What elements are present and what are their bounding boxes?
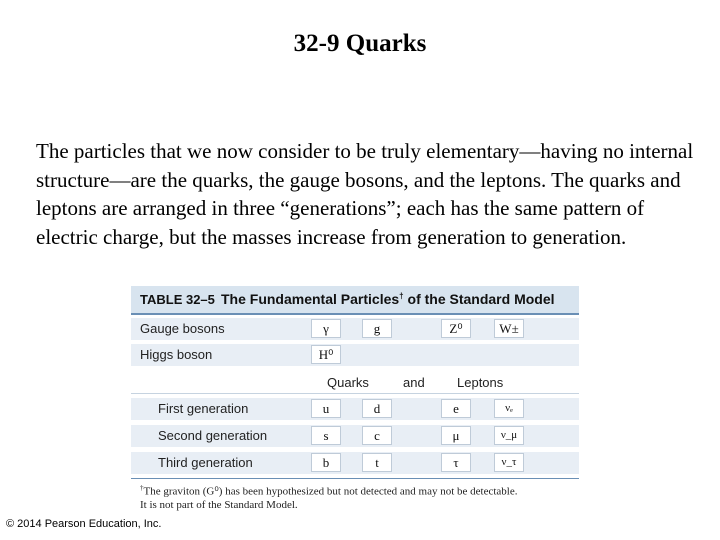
header-divider [131,393,579,394]
and-header: and [403,375,425,390]
muon-neutrino-cell: ν_μ [494,426,524,445]
electron-cell: e [441,399,471,418]
strange-quark-cell: s [311,426,341,445]
gauge-bosons-label: Gauge bosons [140,321,225,336]
leptons-header: Leptons [457,375,504,390]
tau-cell: τ [441,453,471,472]
table-header [131,286,579,315]
up-quark-cell: u [311,399,341,418]
down-quark-cell: d [362,399,392,418]
bottom-quark-cell: b [311,453,341,472]
electron-neutrino-cell: νₑ [494,399,524,418]
gauge-bosons-row [131,318,579,340]
second-generation-row [131,425,579,447]
w-boson-cell: W± [494,319,524,338]
copyright-notice: © 2014 Pearson Education, Inc. [6,518,162,530]
third-generation-row [131,452,579,474]
first-generation-label: First generation [158,401,249,416]
footnote-divider [131,478,579,479]
third-generation-label: Third generation [158,455,253,470]
slide-title: 32-9 Quarks [293,30,427,57]
higgs-cell: H⁰ [311,345,341,364]
second-generation-label: Second generation [158,428,268,443]
quarks-header: Quarks [327,375,369,390]
muon-cell: μ [441,426,471,445]
table-label: TABLE 32–5 [140,292,215,307]
first-generation-row [131,398,579,420]
gluon-cell: g [362,319,392,338]
intro-paragraph: The particles that we now consider to be truly elementary—having no internal structure—are the quarks, the gauge bosons, and the leptons. The quarks and leptons are arranged in three “generations”; each has the same pattern of electric charge, but the masses increase from generation to generation. [36,139,694,249]
higgs-boson-row [131,344,579,366]
charm-quark-cell: c [362,426,392,445]
z-boson-cell: Z⁰ [441,319,471,338]
higgs-boson-label: Higgs boson [140,347,213,362]
fundamental-particles-table [131,286,579,516]
top-quark-cell: t [362,453,392,472]
table-footnote: †The graviton (G⁰) has been hypothesized but not detected and may not be detectable. It is not part of the Standard Model. [140,484,518,511]
tau-neutrino-cell: ν_τ [494,453,524,472]
photon-cell: γ [311,319,341,338]
table-title: The Fundamental Particles† of the Standard Model [221,291,555,307]
